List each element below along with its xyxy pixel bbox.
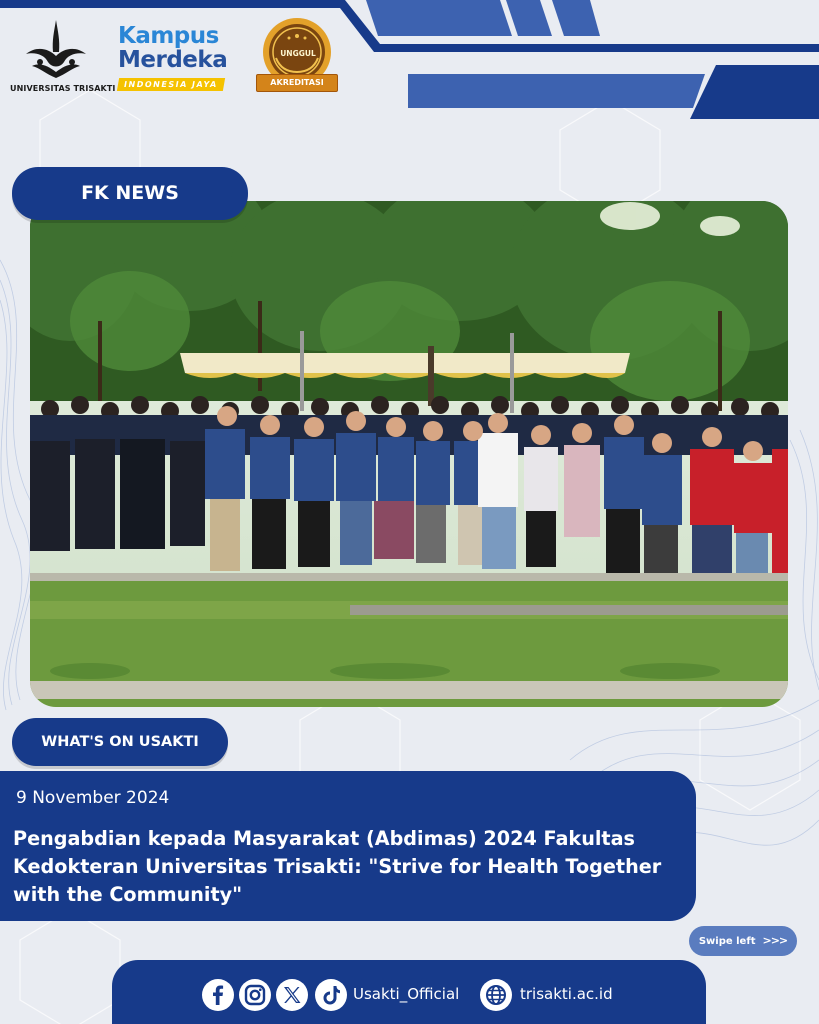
social-handle[interactable]: Usakti_Official — [353, 985, 460, 1003]
swipe-left-button[interactable] — [689, 926, 797, 956]
footer — [112, 960, 706, 1024]
group-photo-illustration — [30, 201, 788, 707]
globe-icon[interactable] — [480, 979, 512, 1011]
chevrons-right-icon: >>> — [762, 934, 788, 947]
accreditation-badge — [254, 14, 340, 96]
kampus-merdeka-word2: Merdeka — [118, 47, 228, 73]
x-icon[interactable] — [276, 979, 308, 1011]
news-photo[interactable] — [30, 201, 788, 707]
header — [0, 0, 819, 150]
university-logo[interactable] — [10, 18, 116, 98]
swipe-label: Swipe left — [698, 936, 756, 947]
website-link[interactable]: trisakti.ac.id — [520, 985, 613, 1003]
instagram-icon[interactable] — [239, 979, 271, 1011]
kampus-merdeka-word1: Kampus — [118, 23, 219, 49]
section-label: FK NEWS — [12, 167, 248, 220]
news-headline[interactable]: Pengabdian kepada Masyarakat (Abdimas) 2024 Fakultas Kedokteran Universitas Trisakti: "Strive for Health Together with the Community" — [13, 827, 662, 906]
facebook-icon[interactable] — [202, 979, 234, 1011]
tiktok-icon[interactable] — [315, 979, 347, 1011]
news-box — [0, 771, 696, 921]
kampus-merdeka-tagline: INDONESIA JAYA — [117, 78, 225, 91]
kampus-merdeka-logo[interactable] — [118, 24, 250, 96]
badge-ribbon-label: AKREDITASI — [256, 74, 338, 92]
university-name: UNIVERSITAS TRISAKTI — [10, 84, 116, 93]
badge-top-label: UNGGUL — [280, 49, 316, 58]
trisakti-emblem-icon — [18, 18, 94, 82]
category-label: WHAT'S ON USAKTI — [12, 718, 228, 766]
news-date: 9 November 2024 — [16, 788, 170, 808]
